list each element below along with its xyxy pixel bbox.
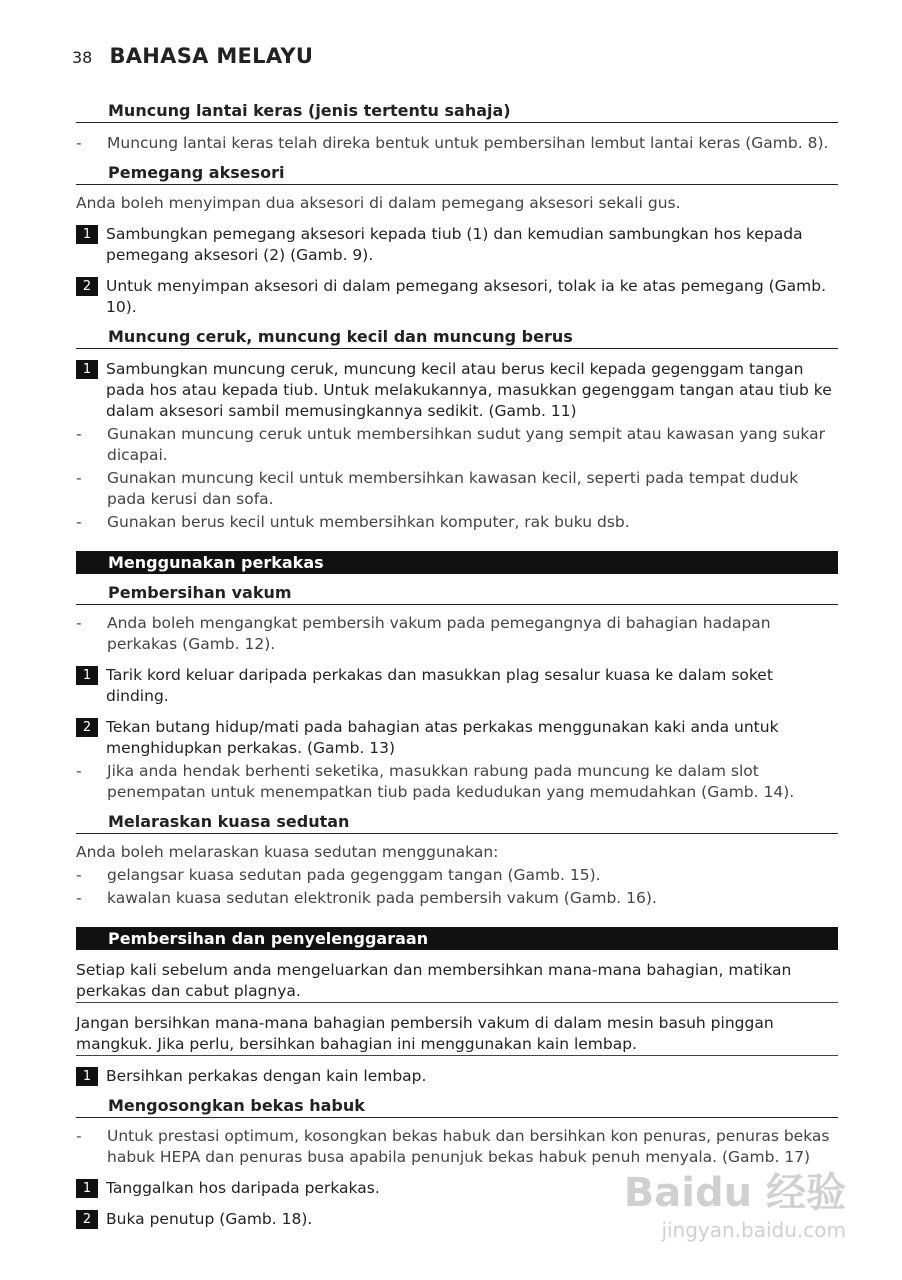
step-number-badge: 1 [76, 1179, 98, 1198]
page-content [76, 100, 838, 1230]
step-item [76, 224, 838, 266]
section-heading-suction-power: Melaraskan kuasa sedutan [76, 811, 838, 834]
step-number-badge: 2 [76, 718, 98, 737]
list-item [76, 468, 838, 510]
list-item-text: Muncung lantai keras telah direka bentuk untuk pembersihan lembut lantai keras (Gamb. 8). [107, 134, 829, 152]
section-heading-crevice-nozzle: Muncung ceruk, muncung kecil dan muncung berus [76, 326, 838, 349]
list-item [76, 613, 838, 655]
step-number-badge: 2 [76, 277, 98, 296]
bullet-dash: - [76, 425, 82, 443]
step-item [76, 665, 838, 707]
watermark-url: jingyan.baidu.com [661, 1218, 846, 1242]
page-number: 38 [72, 48, 93, 67]
warning-text: Setiap kali sebelum anda mengeluarkan dan membersihkan mana-mana bahagian, matikan perkakas dan cabut plagnya. [76, 960, 838, 1003]
section-heading-accessory-holder: Pemegang aksesori [76, 162, 838, 185]
chapter-band-using-appliance: Menggunakan perkakas [76, 551, 838, 574]
section-heading-empty-dust-container: Mengosongkan bekas habuk [76, 1095, 838, 1118]
step-item [76, 276, 838, 318]
list-item [76, 512, 838, 533]
step-text: Tarik kord keluar daripada perkakas dan masukkan plag sesalur kuasa ke dalam soket dinding. [106, 666, 773, 705]
list-item [76, 133, 838, 154]
paragraph: Anda boleh melaraskan kuasa sedutan menggunakan: [76, 843, 499, 861]
page-title: BAHASA MELAYU [109, 44, 314, 68]
list-item-text: Gunakan muncung kecil untuk membersihkan kawasan kecil, seperti pada tempat duduk pada kerusi dan sofa. [107, 469, 799, 508]
step-item [76, 359, 838, 422]
step-text: Sambungkan pemegang aksesori kepada tiub (1) dan kemudian sambungkan hos kepada pemegang aksesori (2) (Gamb. 9). [106, 225, 803, 264]
list-item [76, 761, 838, 803]
list-item-text: kawalan kuasa sedutan elektronik pada pembersih vakum (Gamb. 16). [107, 889, 657, 907]
step-text: Buka penutup (Gamb. 18). [106, 1210, 313, 1228]
watermark-logo: Baidu 经验 [623, 1170, 846, 1216]
step-text: Untuk menyimpan aksesori di dalam pemegang aksesori, tolak ia ke atas pemegang (Gamb. 10). [106, 277, 827, 316]
list-item [76, 424, 838, 466]
step-number-badge: 1 [76, 225, 98, 244]
bullet-dash: - [76, 1127, 82, 1145]
step-number-badge: 1 [76, 360, 98, 379]
warning-paragraph [76, 1013, 838, 1056]
bullet-dash: - [76, 866, 82, 884]
step-text: Tanggalkan hos daripada perkakas. [106, 1179, 380, 1197]
step-number-badge: 1 [76, 666, 98, 685]
warning-paragraph [76, 960, 838, 1003]
list-item-text: Anda boleh mengangkat pembersih vakum pada pemegangnya di bahagian hadapan perkakas (Gamb. 12). [107, 614, 771, 653]
list-item [76, 865, 838, 886]
bullet-dash: - [76, 134, 82, 152]
paragraph: Anda boleh menyimpan dua aksesori di dalam pemegang aksesori sekali gus. [76, 194, 681, 212]
bullet-dash: - [76, 513, 82, 531]
bullet-dash: - [76, 614, 82, 632]
step-text: Tekan butang hidup/mati pada bahagian atas perkakas menggunakan kaki anda untuk menghidupkan perkakas. (Gamb. 13) [106, 718, 779, 757]
list-item-text: gelangsar kuasa sedutan pada gegenggam tangan (Gamb. 15). [107, 866, 601, 884]
step-text: Bersihkan perkakas dengan kain lembap. [106, 1067, 427, 1085]
warning-text: Jangan bersihkan mana-mana bahagian pembersih vakum di dalam mesin basuh pinggan mangkuk. Jika perlu, bersihkan bahagian ini menggunakan kain lembap. [76, 1013, 838, 1056]
step-number-badge: 2 [76, 1210, 98, 1229]
list-item [76, 888, 838, 909]
step-text: Sambungkan muncung ceruk, muncung kecil atau berus kecil kepada gegenggam tangan pada hos atau kepada tiub. Untuk melakukannya, masukkan gegenggam tangan atau tiub ke dalam aksesori sambil memusingkannya sedikit. (Gamb. 11) [106, 360, 832, 420]
list-item-text: Gunakan berus kecil untuk membersihkan komputer, rak buku dsb. [107, 513, 630, 531]
chapter-band-cleaning-maintenance: Pembersihan dan penyelenggaraan [76, 927, 838, 950]
bullet-dash: - [76, 762, 82, 780]
list-item-text: Untuk prestasi optimum, kosongkan bekas habuk dan bersihkan kon penuras, penuras bekas habuk HEPA dan penuras busa apabila penunjuk bekas habuk penuh menyala. (Gamb. 17) [107, 1127, 830, 1166]
baidu-watermark [624, 1161, 846, 1242]
bullet-dash: - [76, 889, 82, 907]
list-item-text: Jika anda hendak berhenti seketika, masukkan rabung pada muncung ke dalam slot penempatan untuk menempatkan tiub pada kedudukan yang memudahkan (Gamb. 14). [107, 762, 795, 801]
step-item [76, 1066, 838, 1087]
section-heading-hard-floor-nozzle: Muncung lantai keras (jenis tertentu sahaja) [76, 100, 838, 123]
section-heading-vacuum-cleaning: Pembersihan vakum [76, 582, 838, 605]
bullet-dash: - [76, 469, 82, 487]
page-header [72, 44, 313, 68]
list-item-text: Gunakan muncung ceruk untuk membersihkan sudut yang sempit atau kawasan yang sukar dicapai. [107, 425, 825, 464]
step-number-badge: 1 [76, 1067, 98, 1086]
step-item [76, 717, 838, 759]
